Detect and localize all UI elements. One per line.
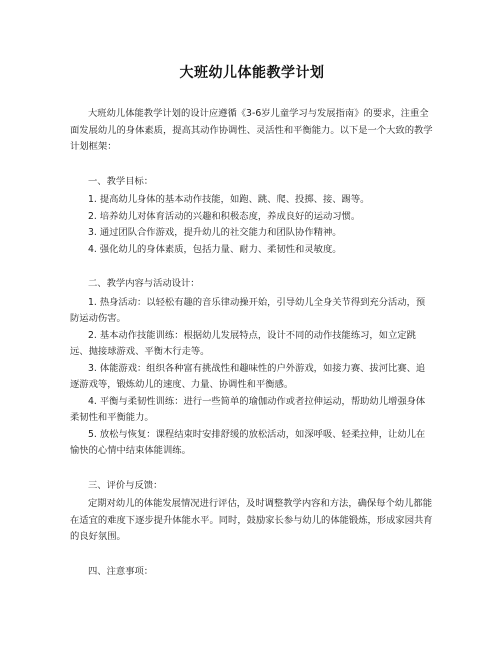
intro-paragraph: 大班幼儿体能教学计划的设计应遵循《3-6岁儿童学习与发展指南》的要求，注重全面发展幼儿的身体素质，提高其动作协调性、灵活性和平衡能力。以下是一个大致的教学计划框架： (70, 108, 433, 152)
list-item: 4. 强化幼儿的身体素质，包括力量、耐力、柔韧性和灵敏度。 (88, 243, 342, 255)
list-item: 1. 提高幼儿身体的基本动作技能，如跑、跳、爬、投掷、接、踢等。 (88, 194, 370, 205)
section-heading: 二、教学内容与活动设计： (88, 278, 200, 289)
list-item: 2. 培养幼儿对体育活动的兴趣和积极态度，养成良好的运动习惯。 (88, 210, 361, 222)
section-objectives (70, 174, 434, 259)
list-item: 3. 体能游戏：组织各种富有挑战性和趣味性的户外游戏，如接力赛、拔河比赛、追逐游戏等，锻炼幼儿的速度、力量、协调性和平衡感。 (70, 362, 426, 390)
list-item: 4. 平衡与柔韧性训练：进行一些简单的瑜伽动作或者拉伸运动，帮助幼儿增强身体柔韧性和平衡能力。 (70, 395, 426, 423)
section-notes (70, 564, 434, 581)
list-item: 3. 通过团队合作游戏，提升幼儿的社交能力和团队协作精神。 (88, 227, 342, 238)
evaluation-paragraph: 定期对幼儿的体能发展情况进行评估，及时调整教学内容和方法，确保每个幼儿都能在适宜的难度下逐步提升体能水平。同时，鼓励家长参与幼儿的体能锻炼，形成家园共育的良好氛围。 (70, 498, 433, 542)
list-item: 2. 基本动作技能训练：根据幼儿发展特点，设计不同的动作技能练习，如立定跳远、抛接球游戏、平衡木行走等。 (70, 329, 416, 357)
list-item: 5. 放松与恢复：课程结束时安排舒缓的放松活动，如深呼吸、轻柔拉伸，让幼儿在愉快的心情中结束体能训练。 (70, 428, 426, 456)
section-content (70, 276, 434, 460)
document-title: 大班幼儿体能教学计划 (179, 65, 325, 81)
section-heading: 一、教学目标： (88, 175, 154, 187)
section-evaluation (70, 478, 434, 546)
section-heading: 三、评价与反馈： (88, 479, 163, 491)
list-item: 1. 热身活动：以轻松有趣的音乐律动操开始，引导幼儿全身关节得到充分活动，预防运动伤害。 (70, 296, 426, 324)
section-heading: 四、注意事项： (88, 565, 154, 577)
